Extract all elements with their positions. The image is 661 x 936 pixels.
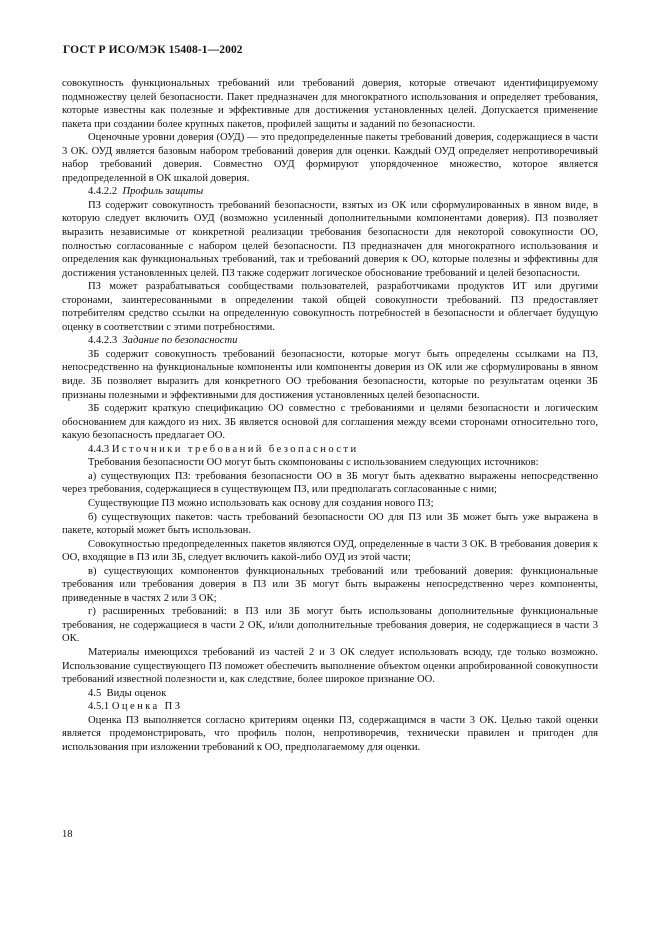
paragraph: Требования безопасности ОО могут быть скомпонованы с использованием следующих источников:	[88, 457, 539, 469]
list-item: г) расширенных требований: в ПЗ или ЗБ могут быть использованы дополнительные функциональные требования, не содержащиеся в части 2 ОК, и/или дополнительные требования доверия, не содержащиеся в части 3 ОК.	[62, 606, 598, 645]
paragraph: Совокупностью предопределенных пакетов являются ОУД, определенные в части 3 ОК. В требования доверия к ОО, входящие в ПЗ или ЗБ, следует включить какой-либо ОУД из этой части;	[62, 538, 598, 564]
paragraph: Материалы имеющихся требований из частей 2 и 3 ОК следует использовать всюду, где только возможно. Использование существующего ПЗ поможет обеспечить выполнение объектом оценки апробированной совокупности требований известной полезности и, как следствие, более широкое признание ОО.	[62, 646, 598, 686]
list-item: а) существующих ПЗ: требования безопасности ОО в ЗБ могут быть адекватно выражены непосредственно через требования, содержащиеся в существующем ПЗ, или предполагать согласованные с ними;	[62, 470, 598, 496]
section-heading	[62, 185, 598, 199]
section-number: 4.4.2.2	[88, 186, 118, 198]
section-title: Профиль защиты	[122, 186, 204, 198]
paragraph: ЗБ содержит совокупность требований безопасности, которые могут быть определены ссылками на ПЗ, непосредственно на функциональные компоненты или компоненты доверия из ОК или же сформулированы в явном виде. ЗБ позволяет выразить для конкретного ОО требования безопасности, которые по результатам оценки ЗБ признаны полезными и эффективными для достижения установленных целей безопасности.	[62, 348, 598, 401]
list-item: б) существующих пакетов: часть требований безопасности ОО для ПЗ или ЗБ может быть уже выражена в пакете, который может быть использован.	[62, 511, 598, 537]
section-title: Задание по безопасности	[122, 335, 238, 347]
page-number: 18	[62, 829, 73, 840]
section-heading	[62, 700, 598, 714]
section-heading	[62, 687, 598, 701]
paragraph: ПЗ содержит совокупность требований безопасности, взятых из ОК или сформулированных в явном виде, в которую следует включить ОУД (возможно усиленный дополнительными компонентами доверия). ПЗ позволяет выразить независимые от конкретной реализации требования безопасности для некоторой совокупности ОО, полностью согласованные с набором целей безопасности. ПЗ предназначен для многократного использования и определения как функциональных требований, так и требований доверия к ОО, которые полезны и эффективны для достижения установленных целей. ПЗ также содержит логическое обоснование требований и целей безопасности.	[62, 199, 598, 279]
paragraph: Оценочные уровни доверия (ОУД) — это предопределенные пакеты требований доверия, содержащиеся в части 3 ОК. ОУД является базовым набором требований доверия для оценки. Каждый ОУД определяет непротиворечивый набор требований доверия. Совместно ОУД формируют упорядоченное множество, которое является предопределенной в ОК шкалой доверия.	[62, 132, 598, 184]
section-number: 4.5	[88, 687, 102, 699]
section-number: 4.4.2.3	[88, 335, 118, 347]
section-title: Оценка ПЗ	[111, 701, 183, 713]
section-number: 4.5.1	[88, 701, 110, 713]
section-number: 4.4.3	[88, 443, 110, 455]
section-heading	[62, 334, 598, 348]
paragraph: совокупность функциональных требований или требований доверия, которые отвечают идентифицируемому подмножеству целей безопасности. Пакет предназначен для многократного использования и определяет требования, которые известны как полезные и эффективные для достижения установленных целей. Допускается применение пакета при создании более крупных пакетов, профилей защиты и заданий по безопасности.	[62, 78, 598, 130]
paragraph: Оценка ПЗ выполняется согласно критериям оценки ПЗ, содержащимся в части 3 ОК. Целью такой оценки является продемонстрировать, что профиль полон, непротиворечив, технически правилен и пригоден для использования при изложении требований к ОО, предполагаемому для оценки.	[62, 714, 598, 753]
document-header: ГОСТ Р ИСО/МЭК 15408-1—2002	[63, 44, 243, 56]
paragraph: ПЗ может разрабатываться сообществами пользователей, разработчиками продуктов ИТ или другими сторонами, заинтересованными в определении такой общей совокупности требований. ПЗ предоставляет потребителям средство ссылки на определенную совокупность потребностей в безопасности и облегчает будущую оценку в соответствии с этими потребностями.	[62, 281, 598, 333]
section-heading	[62, 443, 598, 457]
paragraph: ЗБ содержит краткую спецификацию ОО совместно с требованиями и целями безопасности и логическим обоснованием для каждого из них. ЗБ является основой для соглашения между всеми сторонами относительно того, какую безопасность предлагает ОО.	[62, 403, 598, 442]
paragraph: Существующие ПЗ можно использовать как основу для создания нового ПЗ;	[88, 497, 434, 509]
section-title: Источники требований безопасности	[111, 443, 359, 455]
section-title: Виды оценок	[106, 687, 167, 699]
list-item: в) существующих компонентов функциональных требований или требований доверия: функциональные требования или требования доверия в ПЗ или ЗБ могут быть выражены непосредственно через компоненты, приведенные в частях 2 или 3 ОК;	[62, 565, 598, 604]
body-text	[62, 77, 598, 754]
